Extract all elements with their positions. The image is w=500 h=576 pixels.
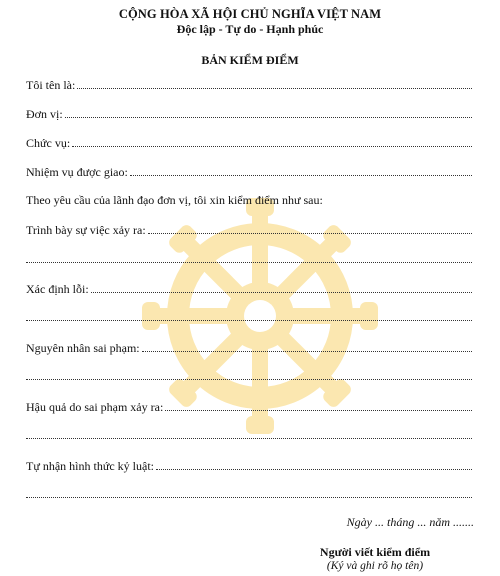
field-unit	[26, 107, 472, 121]
field-unit-label: Đơn vị:	[26, 107, 63, 121]
field-cause	[26, 341, 472, 355]
field-incident	[26, 223, 472, 237]
field-fault-extra-line[interactable]	[26, 320, 472, 321]
field-fault-blank[interactable]	[91, 292, 472, 293]
national-motto: Độc lập - Tự do - Hạnh phúc	[176, 22, 324, 36]
field-discipline-blank[interactable]	[156, 469, 472, 470]
field-name-blank[interactable]	[77, 88, 472, 89]
field-incident-label: Trình bày sự việc xảy ra:	[26, 223, 146, 237]
date-line: Ngày ... tháng ... năm .......	[346, 515, 474, 529]
field-cause-blank[interactable]	[142, 351, 472, 352]
field-discipline	[26, 459, 472, 473]
field-task-label: Nhiệm vụ được giao:	[26, 165, 128, 179]
field-task	[26, 165, 472, 179]
field-name-label: Tôi tên là:	[26, 78, 76, 92]
field-incident-extra-line[interactable]	[26, 262, 472, 263]
field-consequence-blank[interactable]	[165, 410, 472, 411]
signer-note: (Ký và ghi rõ họ tên)	[326, 560, 424, 572]
field-consequence	[26, 400, 472, 414]
field-discipline-extra-line[interactable]	[26, 497, 472, 498]
field-position-label: Chức vụ:	[26, 136, 71, 150]
field-fault	[26, 282, 472, 296]
field-task-blank[interactable]	[130, 175, 472, 176]
field-discipline-label: Tự nhận hình thức kỷ luật:	[26, 459, 154, 473]
field-cause-extra-line[interactable]	[26, 379, 472, 380]
field-consequence-label: Hậu quả do sai phạm xảy ra:	[26, 400, 164, 414]
field-cause-label: Nguyên nhân sai phạm:	[26, 341, 140, 355]
field-name	[26, 78, 472, 92]
field-incident-blank[interactable]	[148, 233, 472, 234]
field-position-blank[interactable]	[72, 146, 472, 147]
document-title: BẢN KIỂM ĐIỂM	[201, 53, 299, 67]
field-position	[26, 136, 472, 150]
field-unit-blank[interactable]	[65, 117, 472, 118]
nation-name: CỘNG HÒA XÃ HỘI CHỦ NGHĨA VIỆT NAM	[118, 7, 382, 21]
national-header	[0, 6, 500, 37]
field-fault-label: Xác định lỗi:	[26, 282, 89, 296]
field-consequence-extra-line[interactable]	[26, 438, 472, 439]
signer-title: Người viết kiểm điểm	[319, 545, 431, 559]
intro-text: Theo yêu cầu của lãnh đạo đơn vị, tôi xin kiểm điểm như sau:	[26, 193, 323, 207]
